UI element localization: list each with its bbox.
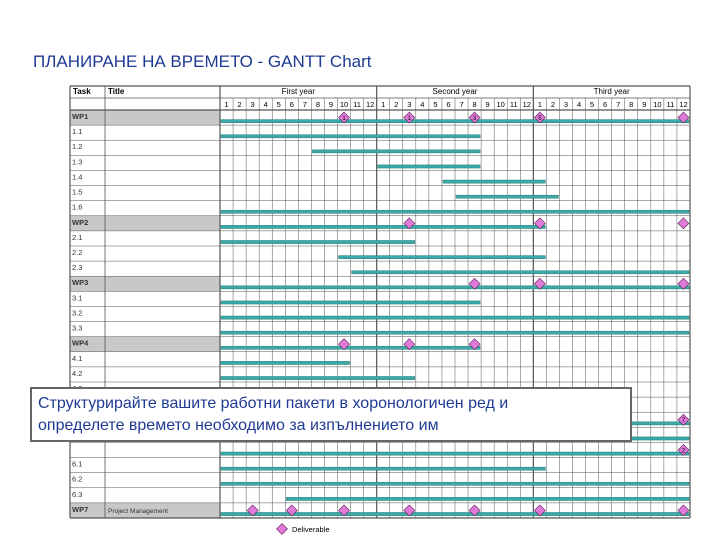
month-label: 11 <box>353 100 361 109</box>
task-label: 6.1 <box>72 459 83 469</box>
month-label: 1 <box>381 100 386 109</box>
task-bar <box>221 301 480 304</box>
wp-row-shade <box>70 276 220 291</box>
task-label: 4.2 <box>72 368 83 378</box>
month-label: 10 <box>339 100 349 109</box>
month-label: 9 <box>328 100 334 109</box>
deliverable-number: 1 <box>407 115 411 122</box>
header-task: Task <box>73 87 91 96</box>
task-bar <box>221 482 689 485</box>
task-bar <box>221 361 350 364</box>
task-label: 1.1 <box>72 127 83 137</box>
task-label: 1.2 <box>72 142 83 152</box>
task-label: 4.1 <box>72 353 83 363</box>
month-label: 8 <box>629 100 634 109</box>
task-bar <box>312 150 480 153</box>
year-label: Third year <box>593 87 630 96</box>
month-label: 6 <box>446 100 451 109</box>
month-label: 9 <box>642 100 647 109</box>
wp-row-shade <box>70 216 220 231</box>
month-label: 5 <box>589 100 595 109</box>
task-label: 2.1 <box>72 232 83 242</box>
header-title: Title <box>108 87 125 96</box>
month-label: 11 <box>509 100 518 109</box>
task-bar <box>221 316 689 319</box>
month-label: 4 <box>576 100 582 109</box>
month-label: 7 <box>302 100 307 109</box>
task-bar <box>221 452 689 455</box>
month-label: 3 <box>250 100 255 109</box>
task-label: 6.3 <box>72 489 83 499</box>
month-label: 2 <box>550 100 556 109</box>
instruction-callout <box>30 387 632 442</box>
task-bar <box>221 286 689 289</box>
task-label: 3.2 <box>72 308 83 318</box>
task-bar <box>286 497 689 500</box>
month-label: 10 <box>653 100 662 109</box>
wp-row-shade <box>70 110 220 125</box>
month-label: 4 <box>263 100 268 109</box>
deliverable-diamond <box>678 218 689 229</box>
deliverable-number: 2 <box>681 448 686 455</box>
month-label: 8 <box>472 100 477 109</box>
task-label: WP1 <box>72 112 89 121</box>
task-label: 1.5 <box>72 187 83 197</box>
task-bar <box>378 165 480 168</box>
deliverable-number: 5 <box>538 115 542 122</box>
task-bar <box>221 346 480 349</box>
task-bar <box>221 467 545 470</box>
task-label: WP3 <box>72 278 89 288</box>
task-label: WP2 <box>72 217 89 227</box>
slide-title: ПЛАНИРАНЕ НА ВРЕМЕТО - GANTT Chart <box>33 52 372 71</box>
task-bar <box>221 240 415 243</box>
legend-label: Deliverable <box>292 525 330 534</box>
callout-line-1: Структурирайте вашите работни пакети в хоронологичен ред и <box>38 395 509 412</box>
task-bar <box>456 195 558 198</box>
month-label: 6 <box>603 100 608 109</box>
month-label: 8 <box>315 100 321 109</box>
task-label: 3.1 <box>72 293 83 303</box>
deliverable-number: 3 <box>472 115 477 122</box>
task-bar <box>221 376 415 379</box>
month-label: 6 <box>289 100 294 109</box>
task-label: WP4 <box>72 338 89 348</box>
legend-diamond <box>277 524 288 535</box>
month-label: 11 <box>666 100 675 109</box>
task-bar <box>221 135 480 138</box>
callout-line-2: определете времето необходимо за изпълнението им <box>38 417 439 434</box>
month-label: 1 <box>224 100 229 109</box>
month-label: 5 <box>433 100 438 109</box>
month-label: 7 <box>616 100 621 109</box>
month-label: 10 <box>496 100 505 109</box>
task-bar <box>339 256 546 259</box>
year-label: First year <box>281 87 316 96</box>
month-label: 12 <box>522 100 531 109</box>
month-label: 12 <box>365 100 375 109</box>
month-label: 3 <box>563 100 569 109</box>
task-title: Project Management <box>108 507 168 515</box>
task-label: 1.3 <box>72 157 83 167</box>
month-label: 3 <box>407 100 412 109</box>
task-bar <box>352 271 689 274</box>
year-label: Second year <box>432 87 478 96</box>
month-label: 2 <box>394 100 399 109</box>
task-label: 6.2 <box>72 474 83 484</box>
month-label: 2 <box>237 100 242 109</box>
month-label: 4 <box>420 100 425 109</box>
task-label: WP7 <box>72 504 89 514</box>
deliverable-number: 7 <box>681 418 686 425</box>
task-bar <box>221 120 689 123</box>
deliverable-number: 1 <box>342 115 346 122</box>
month-label: 12 <box>679 100 688 109</box>
task-label: 1.4 <box>72 172 83 182</box>
task-bar <box>221 225 545 228</box>
task-bar <box>443 180 545 183</box>
task-label: 2.2 <box>72 248 83 257</box>
month-label: 1 <box>537 100 542 109</box>
task-label: 3.3 <box>72 323 83 333</box>
wp-row-shade <box>70 337 220 352</box>
task-bar <box>221 331 689 334</box>
month-label: 9 <box>485 100 490 109</box>
month-label: 5 <box>276 100 281 109</box>
task-label: 1.6 <box>72 202 83 212</box>
month-label: 7 <box>459 100 464 109</box>
task-bar <box>221 210 689 213</box>
task-label: 2.3 <box>72 263 83 273</box>
